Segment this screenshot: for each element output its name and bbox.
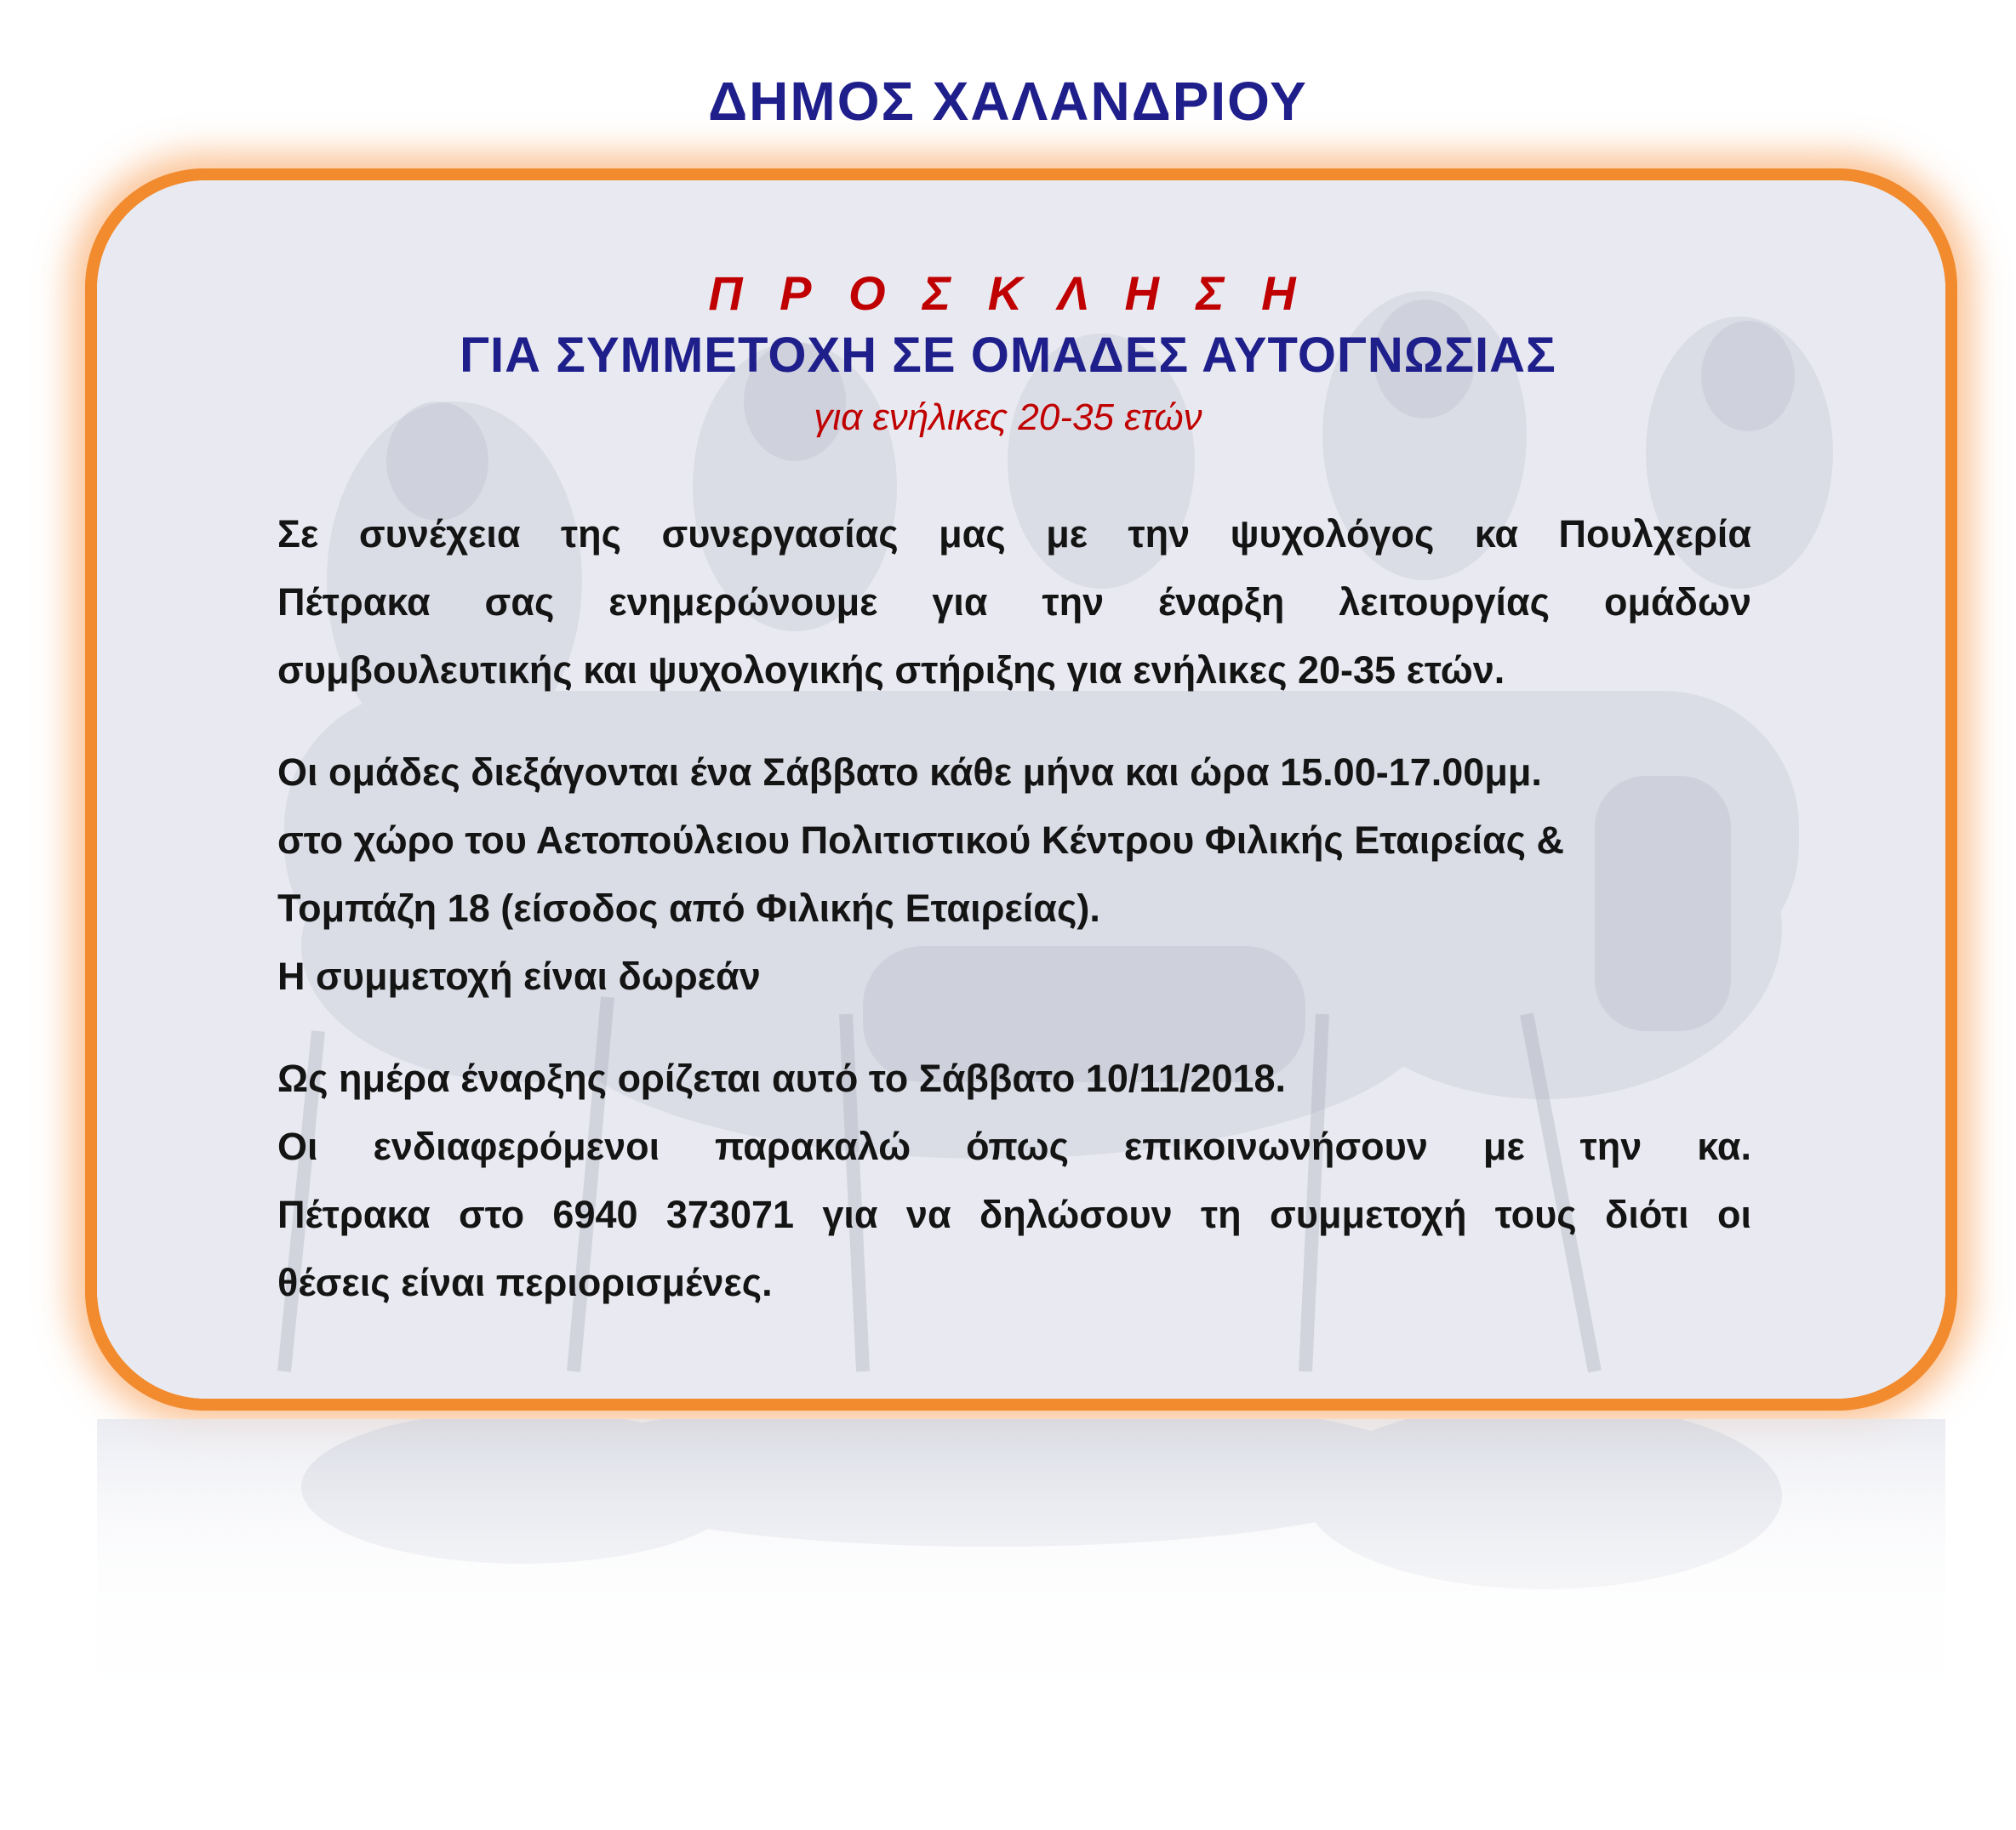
invitation-audience: για ενήλικες 20-35 ετών xyxy=(814,396,1202,438)
text-line: Οι ομάδες διεξάγονται ένα Σάββατο κάθε μήνα και ώρα 15.00-17.00μμ. xyxy=(277,750,1542,794)
text-line: Η συμμετοχή είναι δωρεάν xyxy=(277,955,761,998)
text-line: στο χώρο του Αετοπούλειου Πολιτιστικού Κέντρου Φιλικής Εταιρείας & xyxy=(277,818,1565,862)
text-line: Οι ενδιαφερόμενοι παρακαλώ όπως επικοινωνήσουν με την κα. xyxy=(277,1125,1751,1168)
text-line: Πέτρακα σας ενημερώνουμε για την έναρξη λειτουργίας ομάδων xyxy=(277,580,1751,624)
text-line: Σε συνέχεια της συνεργασίας μας με την ψυχολόγος κα Πουλχερία xyxy=(277,512,1751,556)
text-line: Ως ημέρα έναρξης ορίζεται αυτό το Σάββατο 10/11/2018. xyxy=(277,1057,1287,1100)
paragraph-collaboration xyxy=(277,500,1751,704)
paragraph-start-date xyxy=(277,1045,1751,1317)
invitation-heading: Π Ρ Ο Σ Κ Λ Η Σ Η xyxy=(708,266,1308,320)
card-reflection xyxy=(97,1419,1945,1810)
text-line: θέσεις είναι περιορισμένες. xyxy=(277,1261,773,1304)
municipality-title: ΔΗΜΟΣ ΧΑΛΑΝΔΡΙΟΥ xyxy=(708,71,1308,132)
paragraph-schedule xyxy=(277,738,1751,1011)
text-line: Πέτρακα στο 6940 373071 για να δηλώσουν τη συμμετοχή τους διότι οι xyxy=(277,1193,1751,1236)
reflection-fade xyxy=(97,1419,1945,1810)
text-line: συμβουλευτικής και ψυχολογικής στήριξης για ενήλικες 20-35 ετών. xyxy=(277,648,1505,692)
text-line: Τομπάζη 18 (είσοδος από Φιλικής Εταιρείας). xyxy=(277,886,1100,930)
invitation-subject: ΓΙΑ ΣΥΜΜΕΤΟΧΗ ΣΕ ΟΜΑΔΕΣ ΑΥΤΟΓΝΩΣΙΑΣ xyxy=(460,328,1556,383)
